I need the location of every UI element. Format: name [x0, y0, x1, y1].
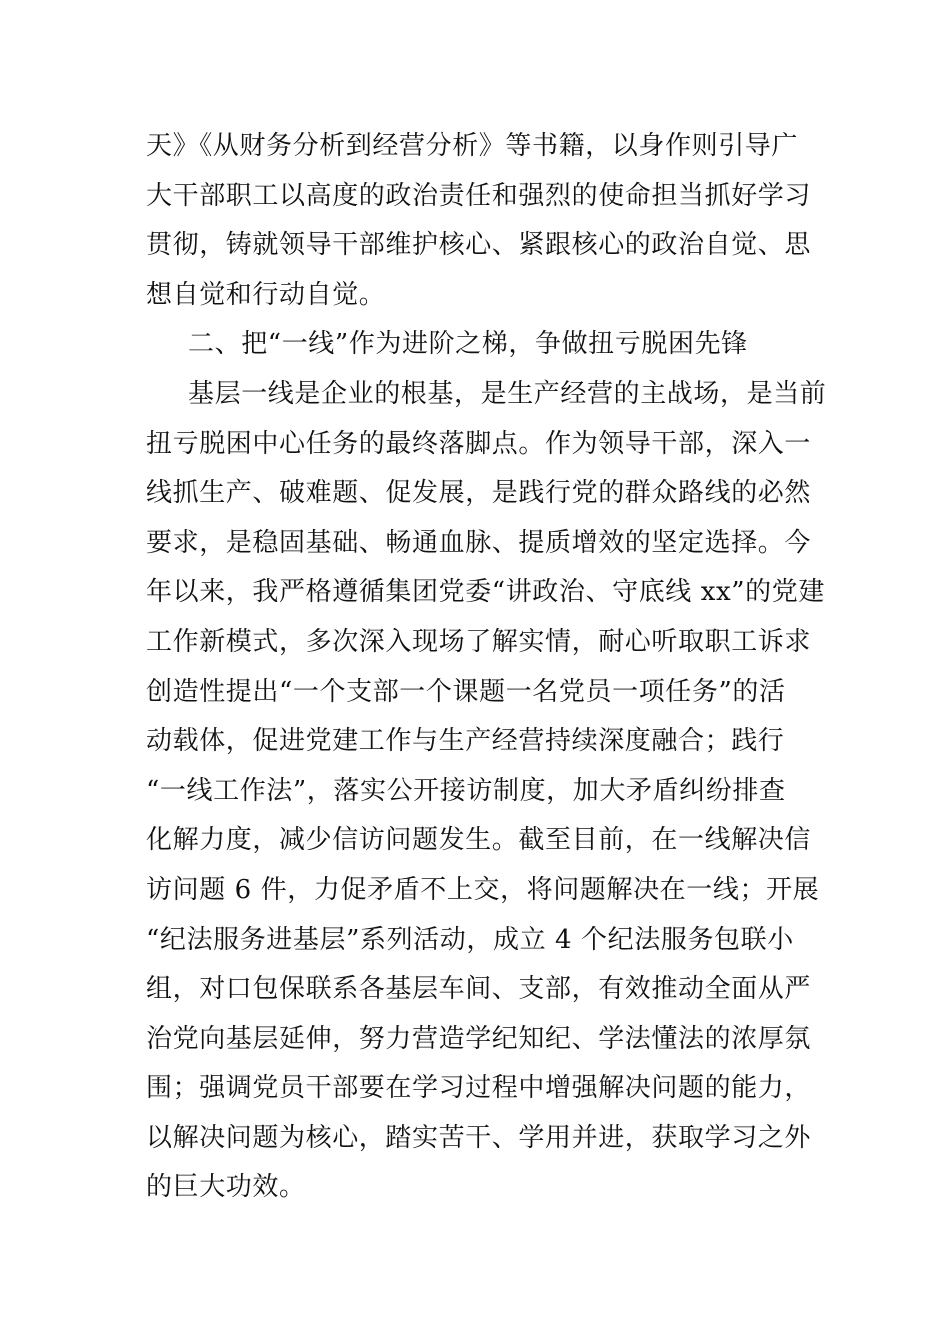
- text-line: 动载体，促进党建工作与生产经营持续深度融合；践行: [146, 726, 785, 757]
- text-line: 想自觉和行动自觉。: [146, 279, 386, 310]
- section-heading: 二、把“一线”作为进阶之梯，争做扭亏脱困先锋: [188, 329, 748, 360]
- text-line: 贯彻，铸就领导干部维护核心、紧跟核心的政治自觉、思: [146, 230, 812, 261]
- text-line: “纪法服务进基层”系列活动，成立 4 个纪法服务包联小: [146, 924, 794, 955]
- text-line: 天》《从财务分析到经营分析》等书籍，以身作则引导广: [146, 131, 799, 161]
- text-line: 的巨大功效。: [146, 1172, 306, 1203]
- text-line: 大干部职工以高度的政治责任和强烈的使命担当抓好学习: [146, 180, 812, 211]
- text-line: 工作新模式，多次深入现场了解实情，耐心听取职工诉求: [146, 626, 812, 657]
- document-body: [146, 122, 827, 1213]
- text-line: 治党向基层延伸，努力营造学纪知纪、学法懂法的浓厚氛: [146, 1023, 812, 1054]
- text-line: 基层一线是企业的根基，是生产经营的主战场，是当前: [188, 378, 827, 409]
- text-line: 围；强调党员干部要在学习过程中增强解决问题的能力，: [146, 1073, 812, 1104]
- text-line: 线抓生产、破难题、促发展，是践行党的群众路线的必然: [146, 478, 812, 509]
- text-line: 创造性提出“一个支部一个课题一名党员一项任务”的活: [146, 676, 786, 707]
- text-line: 访问题 6 件，力促矛盾不上交，将问题解决在一线；开展: [146, 874, 820, 905]
- text-line: 要求，是稳固基础、畅通血脉、提质增效的坚定选择。今: [146, 527, 812, 558]
- text-line: 化解力度，减少信访问题发生。截至目前，在一线解决信: [146, 825, 812, 856]
- text-line: 组，对口包保联系各基层车间、支部，有效推动全面从严: [146, 974, 812, 1005]
- text-line: 扭亏脱困中心任务的最终落脚点。作为领导干部，深入一: [146, 428, 812, 459]
- text-line: 以解决问题为核心，踏实苦干、学用并进，获取学习之外: [146, 1122, 812, 1153]
- text-line: “一线工作法”，落实公开接访制度，加大矛盾纠纷排查: [146, 775, 786, 806]
- text-line: 年以来，我严格遵循集团党委“讲政治、守底线 xx”的党建: [146, 577, 825, 608]
